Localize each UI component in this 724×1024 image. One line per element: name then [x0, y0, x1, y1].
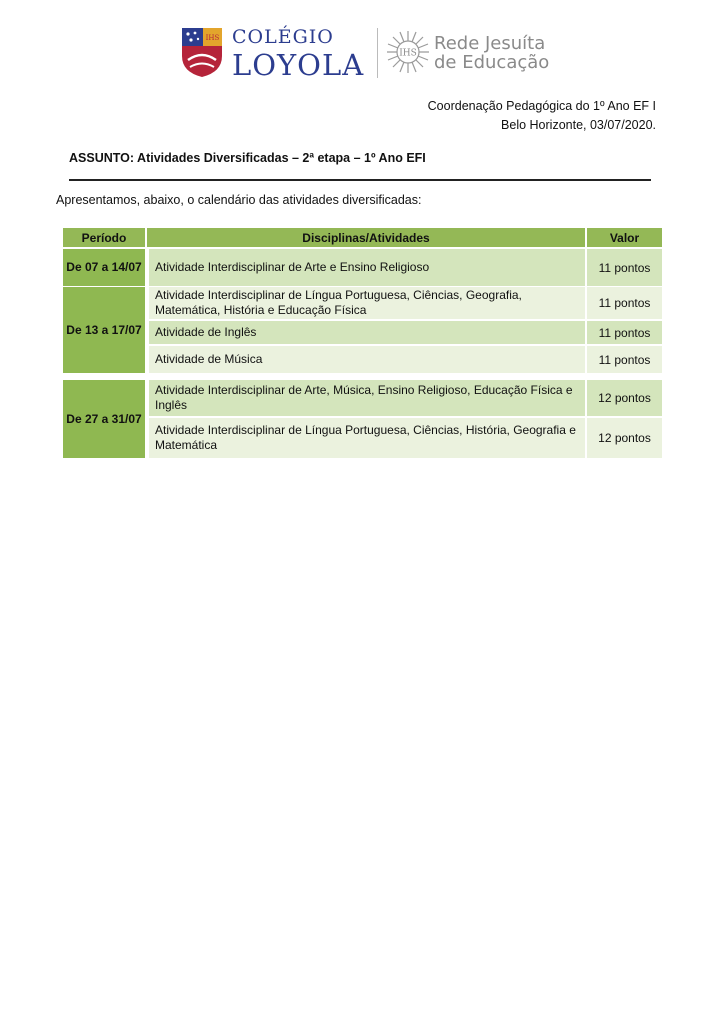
letterhead	[180, 24, 550, 84]
activity-cell: Atividade Interdisciplinar de Arte e Ensino Religioso	[149, 249, 585, 286]
letter-origin	[428, 97, 656, 135]
loyola-shield-icon	[180, 26, 224, 78]
network-line2: de Educação	[434, 52, 550, 73]
value-cell: 11 pontos	[587, 287, 662, 319]
period-cell: De 13 a 17/07	[63, 287, 145, 373]
logo-divider	[377, 28, 378, 78]
intro-paragraph: Apresentamos, abaixo, o calendário das atividades diversificadas:	[56, 193, 422, 207]
value-cell: 11 pontos	[587, 321, 662, 344]
column-header-value: Valor	[587, 228, 662, 247]
value-cell: 12 pontos	[587, 380, 662, 416]
logo-line1: COLÉGIO	[232, 26, 334, 48]
activity-cell: Atividade de Inglês	[149, 321, 585, 344]
svg-text:IHS: IHS	[205, 34, 220, 42]
activity-cell: Atividade de Música	[149, 346, 585, 373]
subject-underline	[69, 179, 651, 181]
value-cell: 12 pontos	[587, 418, 662, 458]
value-cell: 11 pontos	[587, 249, 662, 286]
place-date-line: Belo Horizonte, 03/07/2020.	[501, 118, 656, 132]
logo-line2: LOYOLA	[232, 48, 365, 82]
activity-cell: Atividade Interdisciplinar de Língua Portuguesa, Ciências, Geografia, Matemática, História e Educação Física	[149, 287, 585, 319]
value-cell: 11 pontos	[587, 346, 662, 373]
subject-line: ASSUNTO: Atividades Diversificadas – 2ª etapa – 1º Ano EFI	[69, 151, 426, 165]
department-line: Coordenação Pedagógica do 1º Ano EF I	[427, 99, 656, 113]
period-cell: De 27 a 31/07	[63, 380, 145, 458]
network-wordmark	[434, 34, 549, 72]
activity-cell: Atividade Interdisciplinar de Arte, Música, Ensino Religioso, Educação Física e Inglês	[149, 380, 585, 416]
network-line1: Rede Jesuíta	[434, 33, 546, 54]
activity-cell: Atividade Interdisciplinar de Língua Portuguesa, Ciências, História, Geografia e Matemática	[149, 418, 585, 458]
jesuit-seal-icon	[386, 30, 430, 74]
column-header-activities: Disciplinas/Atividades	[147, 228, 585, 247]
svg-text:IHS: IHS	[399, 48, 417, 59]
column-header-period: Período	[63, 228, 145, 247]
period-cell: De 07 a 14/07	[63, 249, 145, 286]
